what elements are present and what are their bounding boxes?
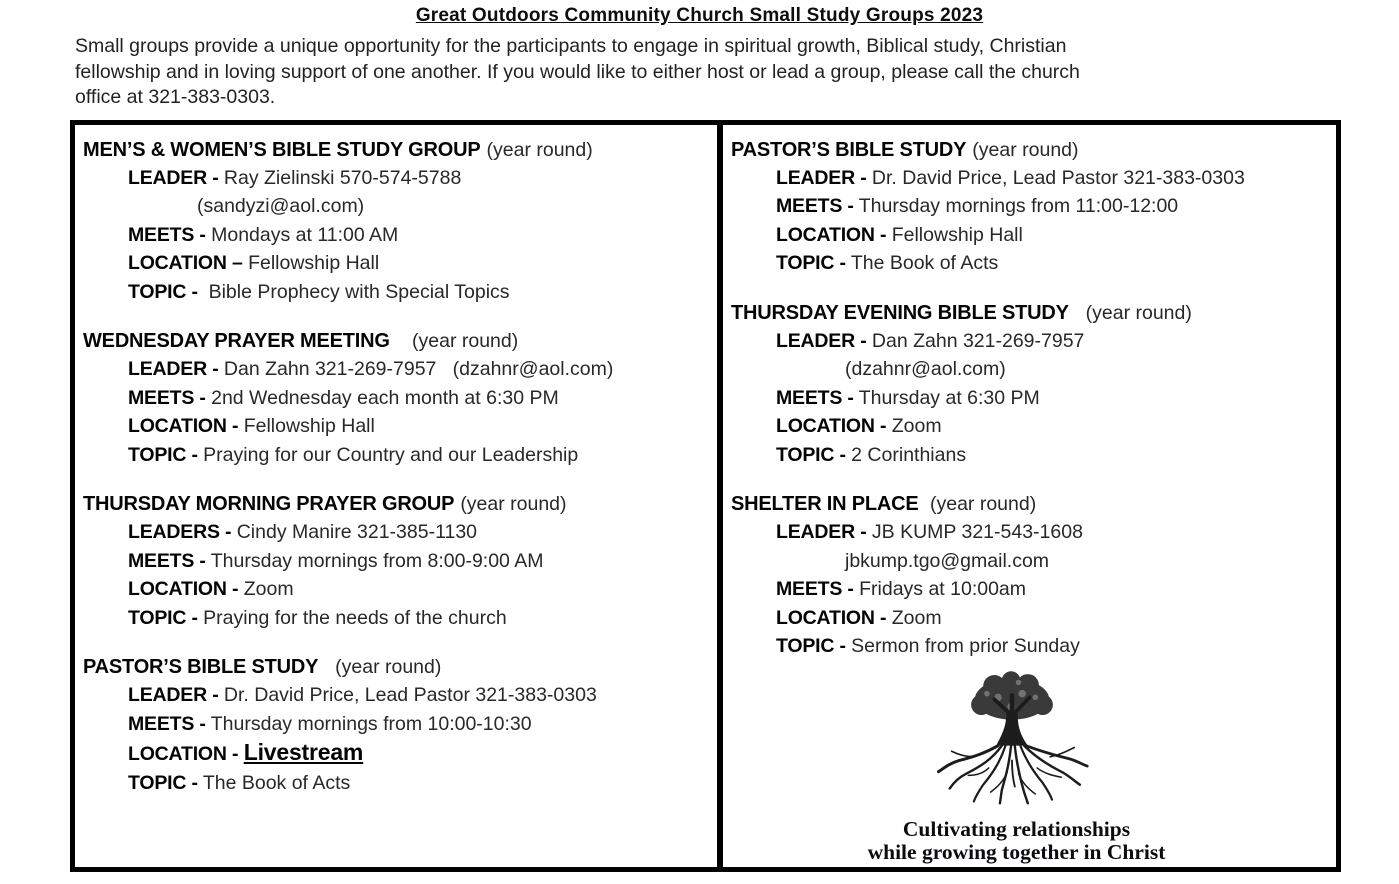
tree-with-roots-icon [731, 671, 1332, 816]
field-row [83, 355, 713, 384]
field-value: Thursday mornings from 8:00-9:00 AM [210, 549, 544, 572]
field-label: LOCATION – [128, 252, 243, 274]
field-value: Dan Zahn 321-269-7957 (dzahnr@aol.com) [223, 358, 614, 380]
field-value: Zoom [891, 606, 942, 629]
continuation-value: (dzahnr@aol.com) [845, 358, 1006, 380]
field-row [83, 575, 713, 604]
field-label: MEETS - [776, 578, 854, 600]
footer-caption [731, 818, 1332, 864]
field-row [83, 681, 713, 710]
livestream-location-value: Livestream [243, 739, 364, 765]
field-label: MEETS - [128, 712, 206, 735]
field-label: MEETS - [128, 549, 206, 572]
group-shelter-in-place [731, 490, 1332, 661]
group-season: (year round) [395, 330, 519, 352]
field-row [731, 249, 1332, 278]
continuation-value: (sandyzi@aol.com) [197, 195, 365, 217]
field-row [731, 221, 1332, 250]
group-season: (year round) [324, 656, 442, 678]
field-row [731, 327, 1332, 356]
field-row [731, 384, 1332, 413]
field-row [731, 412, 1332, 441]
field-label: TOPIC - [128, 280, 198, 303]
group-season: (year round) [924, 493, 1037, 515]
field-label: LOCATION - [776, 415, 887, 437]
left-column [75, 125, 723, 867]
field-value: Fridays at 10:00am [859, 578, 1027, 600]
field-value: Fellowship Hall [248, 252, 380, 274]
field-row [83, 769, 713, 798]
field-value: Zoom [891, 415, 942, 437]
field-value: Thursday at 6:30 PM [858, 386, 1040, 409]
field-label: LOCATION - [128, 743, 239, 765]
field-value: Sermon from prior Sunday [851, 635, 1080, 657]
footer-caption-line-2: while growing together in Christ [867, 839, 1166, 864]
field-row [83, 710, 713, 739]
field-row [83, 412, 713, 441]
group-pastors-bible-study-right [731, 136, 1332, 278]
field-row-continuation [731, 547, 1332, 576]
field-label: LEADER - [128, 166, 219, 189]
field-row [83, 441, 713, 470]
group-name: WEDNESDAY PRAYER MEETING [83, 330, 390, 352]
field-label: MEETS - [776, 386, 854, 409]
field-label: LOCATION - [128, 415, 239, 437]
field-row [731, 192, 1332, 221]
field-label: LEADER - [776, 521, 867, 543]
group-pastors-bible-study-left [83, 653, 713, 797]
field-row [83, 518, 713, 547]
group-mens-womens-bible-study [83, 136, 713, 307]
field-value: Bible Prophecy with Special Topics [203, 280, 510, 303]
field-value: Zoom [243, 578, 294, 600]
field-value: Thursday mornings from 10:00-10:30 [210, 712, 532, 735]
field-row [83, 278, 713, 307]
group-name: PASTOR’S BIBLE STUDY [731, 138, 967, 161]
field-row-continuation [731, 355, 1332, 384]
field-value: Mondays at 11:00 AM [211, 223, 399, 246]
intro-line-2: fellowship and in loving support of one another. If you would like to either host or lead a group, please call the church [75, 60, 1080, 83]
field-value: 2 Corinthians [851, 443, 967, 466]
field-label: LEADER - [128, 358, 219, 380]
intro-line-1: Small groups provide a unique opportunity for the participants to engage in spiritual growth, Biblical study, Christian [75, 35, 1067, 57]
field-label: LEADER - [776, 329, 867, 352]
field-label: MEETS - [128, 223, 206, 246]
field-label: TOPIC - [128, 771, 198, 794]
field-row [83, 547, 713, 576]
group-name: MEN’S & WOMEN’S BIBLE STUDY GROUP [83, 138, 481, 161]
group-name: PASTOR’S BIBLE STUDY [83, 656, 319, 678]
field-value: Dr. David Price, Lead Pastor 321-383-0303 [871, 166, 1245, 189]
group-name: THURSDAY EVENING BIBLE STUDY [731, 301, 1069, 324]
group-name: SHELTER IN PLACE [731, 493, 919, 515]
group-season: (year round) [1074, 301, 1192, 324]
field-label: LOCATION - [128, 578, 239, 600]
intro-paragraph [75, 34, 1275, 111]
group-thursday-evening-bible-study [731, 299, 1332, 470]
page-title: Great Outdoors Community Church Small Study Groups 2023 [415, 5, 984, 26]
field-value: Thursday mornings from 11:00-12:00 [858, 195, 1179, 217]
group-wednesday-prayer-meeting [83, 327, 713, 469]
field-value: The Book of Acts [850, 252, 999, 274]
field-label: LEADER - [128, 684, 219, 706]
field-row [731, 164, 1332, 193]
group-season: (year round) [460, 493, 567, 515]
field-row [83, 221, 713, 250]
field-row [83, 604, 713, 633]
field-row [83, 384, 713, 413]
group-season: (year round) [972, 138, 1079, 161]
groups-box [70, 120, 1341, 872]
field-value: Fellowship Hall [243, 415, 375, 437]
group-name: THURSDAY MORNING PRAYER GROUP [83, 493, 455, 515]
field-label: LEADERS - [128, 521, 232, 543]
field-row [83, 738, 713, 769]
field-value: Praying for our Country and our Leadership [203, 443, 579, 466]
field-label: MEETS - [128, 386, 206, 409]
field-row [731, 441, 1332, 470]
field-row [731, 632, 1332, 661]
field-row [83, 164, 713, 193]
field-row-continuation [83, 192, 713, 221]
intro-line-3: office at 321-383-0303. [75, 86, 276, 108]
field-label: LOCATION - [776, 606, 887, 629]
field-value: JB KUMP 321-543-1608 [871, 521, 1083, 543]
field-row [83, 249, 713, 278]
field-value: Fellowship Hall [891, 223, 1023, 246]
footer-caption-line-1: Cultivating relationships [902, 816, 1131, 841]
field-label: LOCATION - [776, 223, 887, 246]
field-label: TOPIC - [128, 443, 198, 466]
field-label: TOPIC - [776, 252, 846, 274]
right-column [723, 125, 1336, 867]
field-row [731, 604, 1332, 633]
field-label: TOPIC - [776, 443, 846, 466]
continuation-value: jbkump.tgo@gmail.com [845, 549, 1050, 572]
field-value: The Book of Acts [202, 771, 351, 794]
field-label: MEETS - [776, 195, 854, 217]
field-value: Dr. David Price, Lead Pastor 321-383-0303 [223, 684, 597, 706]
group-thursday-morning-prayer [83, 490, 713, 632]
field-value: Dan Zahn 321-269-7957 [871, 329, 1085, 352]
field-label: TOPIC - [776, 635, 846, 657]
field-row [731, 518, 1332, 547]
field-value: Praying for the needs of the church [203, 606, 507, 629]
field-label: TOPIC - [128, 606, 198, 629]
field-value: Cindy Manire 321-385-1130 [236, 521, 478, 543]
field-value: Ray Zielinski 570-574-5788 [223, 166, 462, 189]
field-value: 2nd Wednesday each month at 6:30 PM [211, 386, 559, 409]
field-label: LEADER - [776, 166, 867, 189]
field-row [731, 575, 1332, 604]
group-season: (year round) [486, 138, 593, 161]
